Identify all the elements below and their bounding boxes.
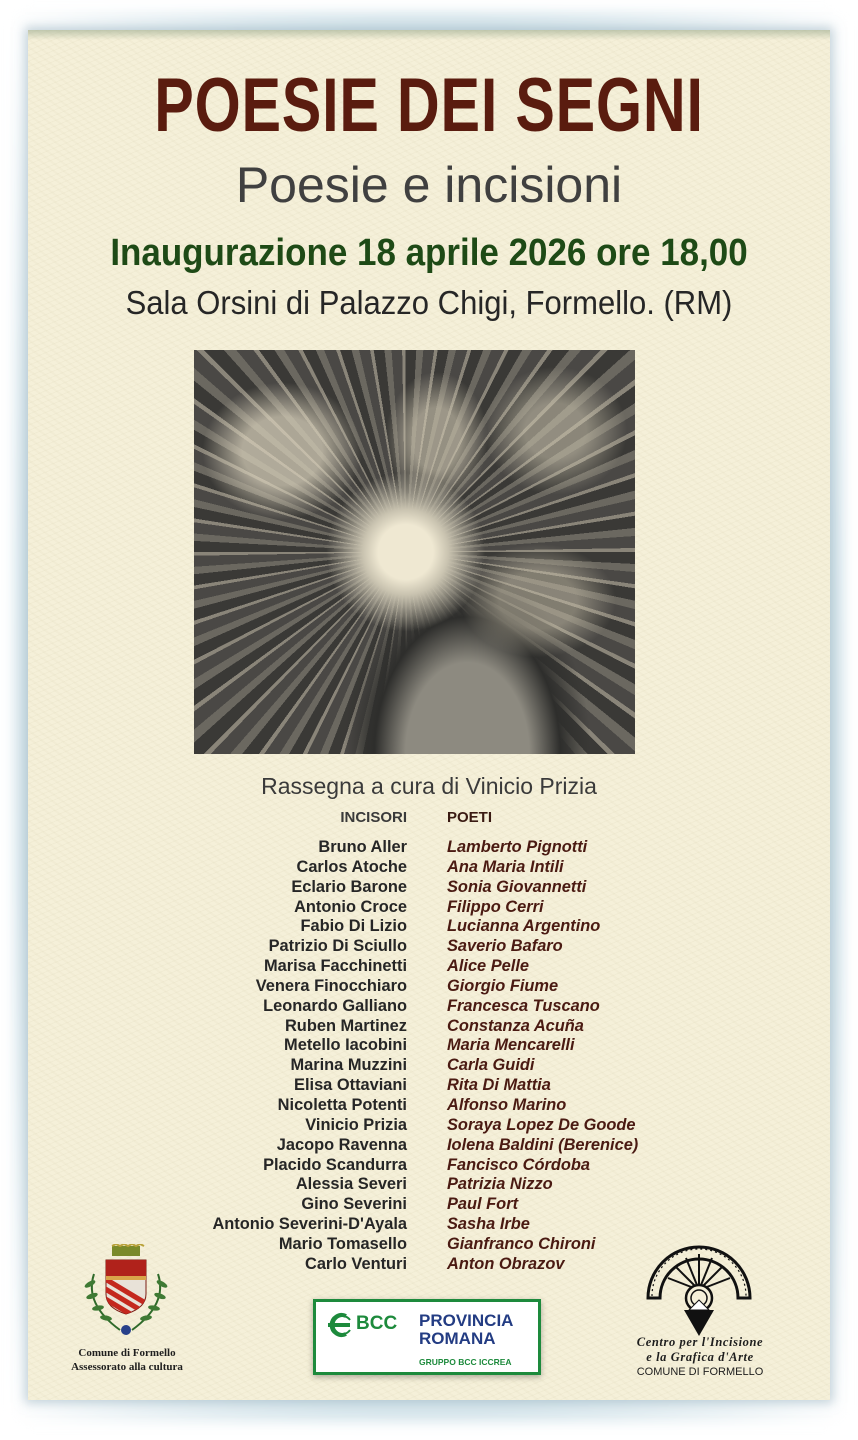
comune-name: Comune di Formello [78, 1347, 176, 1359]
engraving-artwork [194, 350, 635, 754]
incisore-name: Gino Severini [301, 1195, 407, 1214]
centro-caption [605, 1335, 795, 1380]
comune-caption [52, 1346, 202, 1374]
centro-name-line1: Centro per l'Incisione [636, 1335, 764, 1349]
bcc-mark-icon [324, 1310, 354, 1340]
poeta-name: Giorgio Fiume [447, 976, 559, 995]
inauguration-date: Inaugurazione 18 aprile 2026 ore 18,00 [110, 232, 748, 274]
incisore-name: Venera Finocchiaro [255, 976, 407, 995]
poeta-name: Constanza Acuña [447, 1016, 584, 1035]
comune-department: Assessorato alla cultura [71, 1361, 183, 1373]
paper-torn-edge [28, 30, 830, 40]
incisore-name: Vinicio Prizia [305, 1115, 407, 1134]
incisore-name: Patrizio Di Sciullo [268, 937, 407, 956]
bcc-sponsor-logo [313, 1299, 541, 1375]
poeta-name: Francesca Tuscano [447, 996, 600, 1015]
incisore-name: Marisa Facchinetti [263, 957, 407, 976]
curator-line: Rassegna a cura di Vinicio Prizia [261, 773, 597, 799]
bcc-brand: BCC [356, 1313, 398, 1334]
incisore-name: Mario Tomasello [278, 1234, 407, 1253]
bcc-name-line1: PROVINCIA [419, 1311, 514, 1330]
poeta-name: Lamberto Pignotti [447, 838, 588, 856]
poeta-name: Maria Mencarelli [447, 1036, 575, 1055]
fan-emblem-icon [642, 1240, 756, 1340]
incisore-name: Fabio Di Lizio [300, 917, 407, 936]
centro-name-line2: e la Grafica d'Arte [646, 1350, 754, 1364]
poeta-name: Carla Guidi [447, 1056, 535, 1075]
coat-of-arms-icon [72, 1244, 180, 1340]
poeta-name: Iolena Baldini (Berenice) [447, 1135, 639, 1154]
poeta-name: Patrizia Nizzo [447, 1175, 553, 1194]
incisore-name: Elisa Ottaviani [294, 1076, 407, 1095]
poeta-name: Rita Di Mattia [447, 1076, 551, 1095]
poster-title: POESIE DEI SEGNI [154, 63, 704, 148]
poeta-name: Saverio Bafaro [447, 937, 563, 956]
poeti-header: POETI [447, 809, 493, 826]
incisore-name: Carlo Venturi [304, 1254, 407, 1273]
poeta-name: Sonia Giovannetti [447, 877, 587, 896]
incisore-name: Placido Scandurra [263, 1155, 407, 1174]
poeta-name: Anton Obrazov [447, 1254, 565, 1273]
poeta-name: Sasha Irbe [447, 1215, 530, 1234]
incisore-name: Jacopo Ravenna [276, 1135, 407, 1154]
poeta-name: Lucianna Argentino [447, 917, 601, 936]
centro-comune: COMUNE DI FORMELLO [636, 1366, 764, 1378]
bcc-name-line2: ROMANA [419, 1329, 496, 1348]
poeta-name: Soraya Lopez De Goode [447, 1115, 636, 1134]
incisore-name: Antonio Croce [294, 897, 407, 916]
poeta-name: Alice Pelle [447, 957, 530, 976]
incisore-name: Carlos Atoche [296, 857, 407, 876]
incisore-name: Metello Iacobini [284, 1036, 407, 1055]
incisore-name: Ruben Martinez [284, 1016, 407, 1035]
poeta-name: Ana Maria Intili [447, 857, 564, 876]
poeta-name: Alfonso Marino [447, 1095, 567, 1114]
incisore-name: Nicoletta Potenti [277, 1095, 407, 1114]
incisore-name: Leonardo Galliano [263, 996, 407, 1015]
poeta-name: Filippo Cerri [447, 897, 544, 916]
poeti-column [447, 808, 638, 1275]
incisore-name: Eclario Barone [291, 877, 407, 896]
incisori-column [212, 808, 407, 1275]
poster-subtitle: Poesie e incisioni [235, 157, 623, 213]
incisore-name: Bruno Aller [318, 838, 407, 856]
bcc-group: GRUPPO BCC ICCREA [419, 1357, 512, 1367]
incisore-name: Alessia Severi [295, 1175, 407, 1194]
poeta-name: Gianfranco Chironi [447, 1234, 596, 1253]
incisore-name: Antonio Severini-D'Ayala [212, 1215, 407, 1234]
incisore-name: Marina Muzzini [290, 1056, 407, 1075]
poeta-name: Paul Fort [447, 1195, 519, 1214]
venue-line: Sala Orsini di Palazzo Chigi, Formello. (RM) [125, 284, 733, 321]
incisori-header: INCISORI [340, 809, 407, 826]
poeta-name: Fancisco Córdoba [447, 1155, 590, 1174]
bcc-name [419, 1312, 513, 1348]
